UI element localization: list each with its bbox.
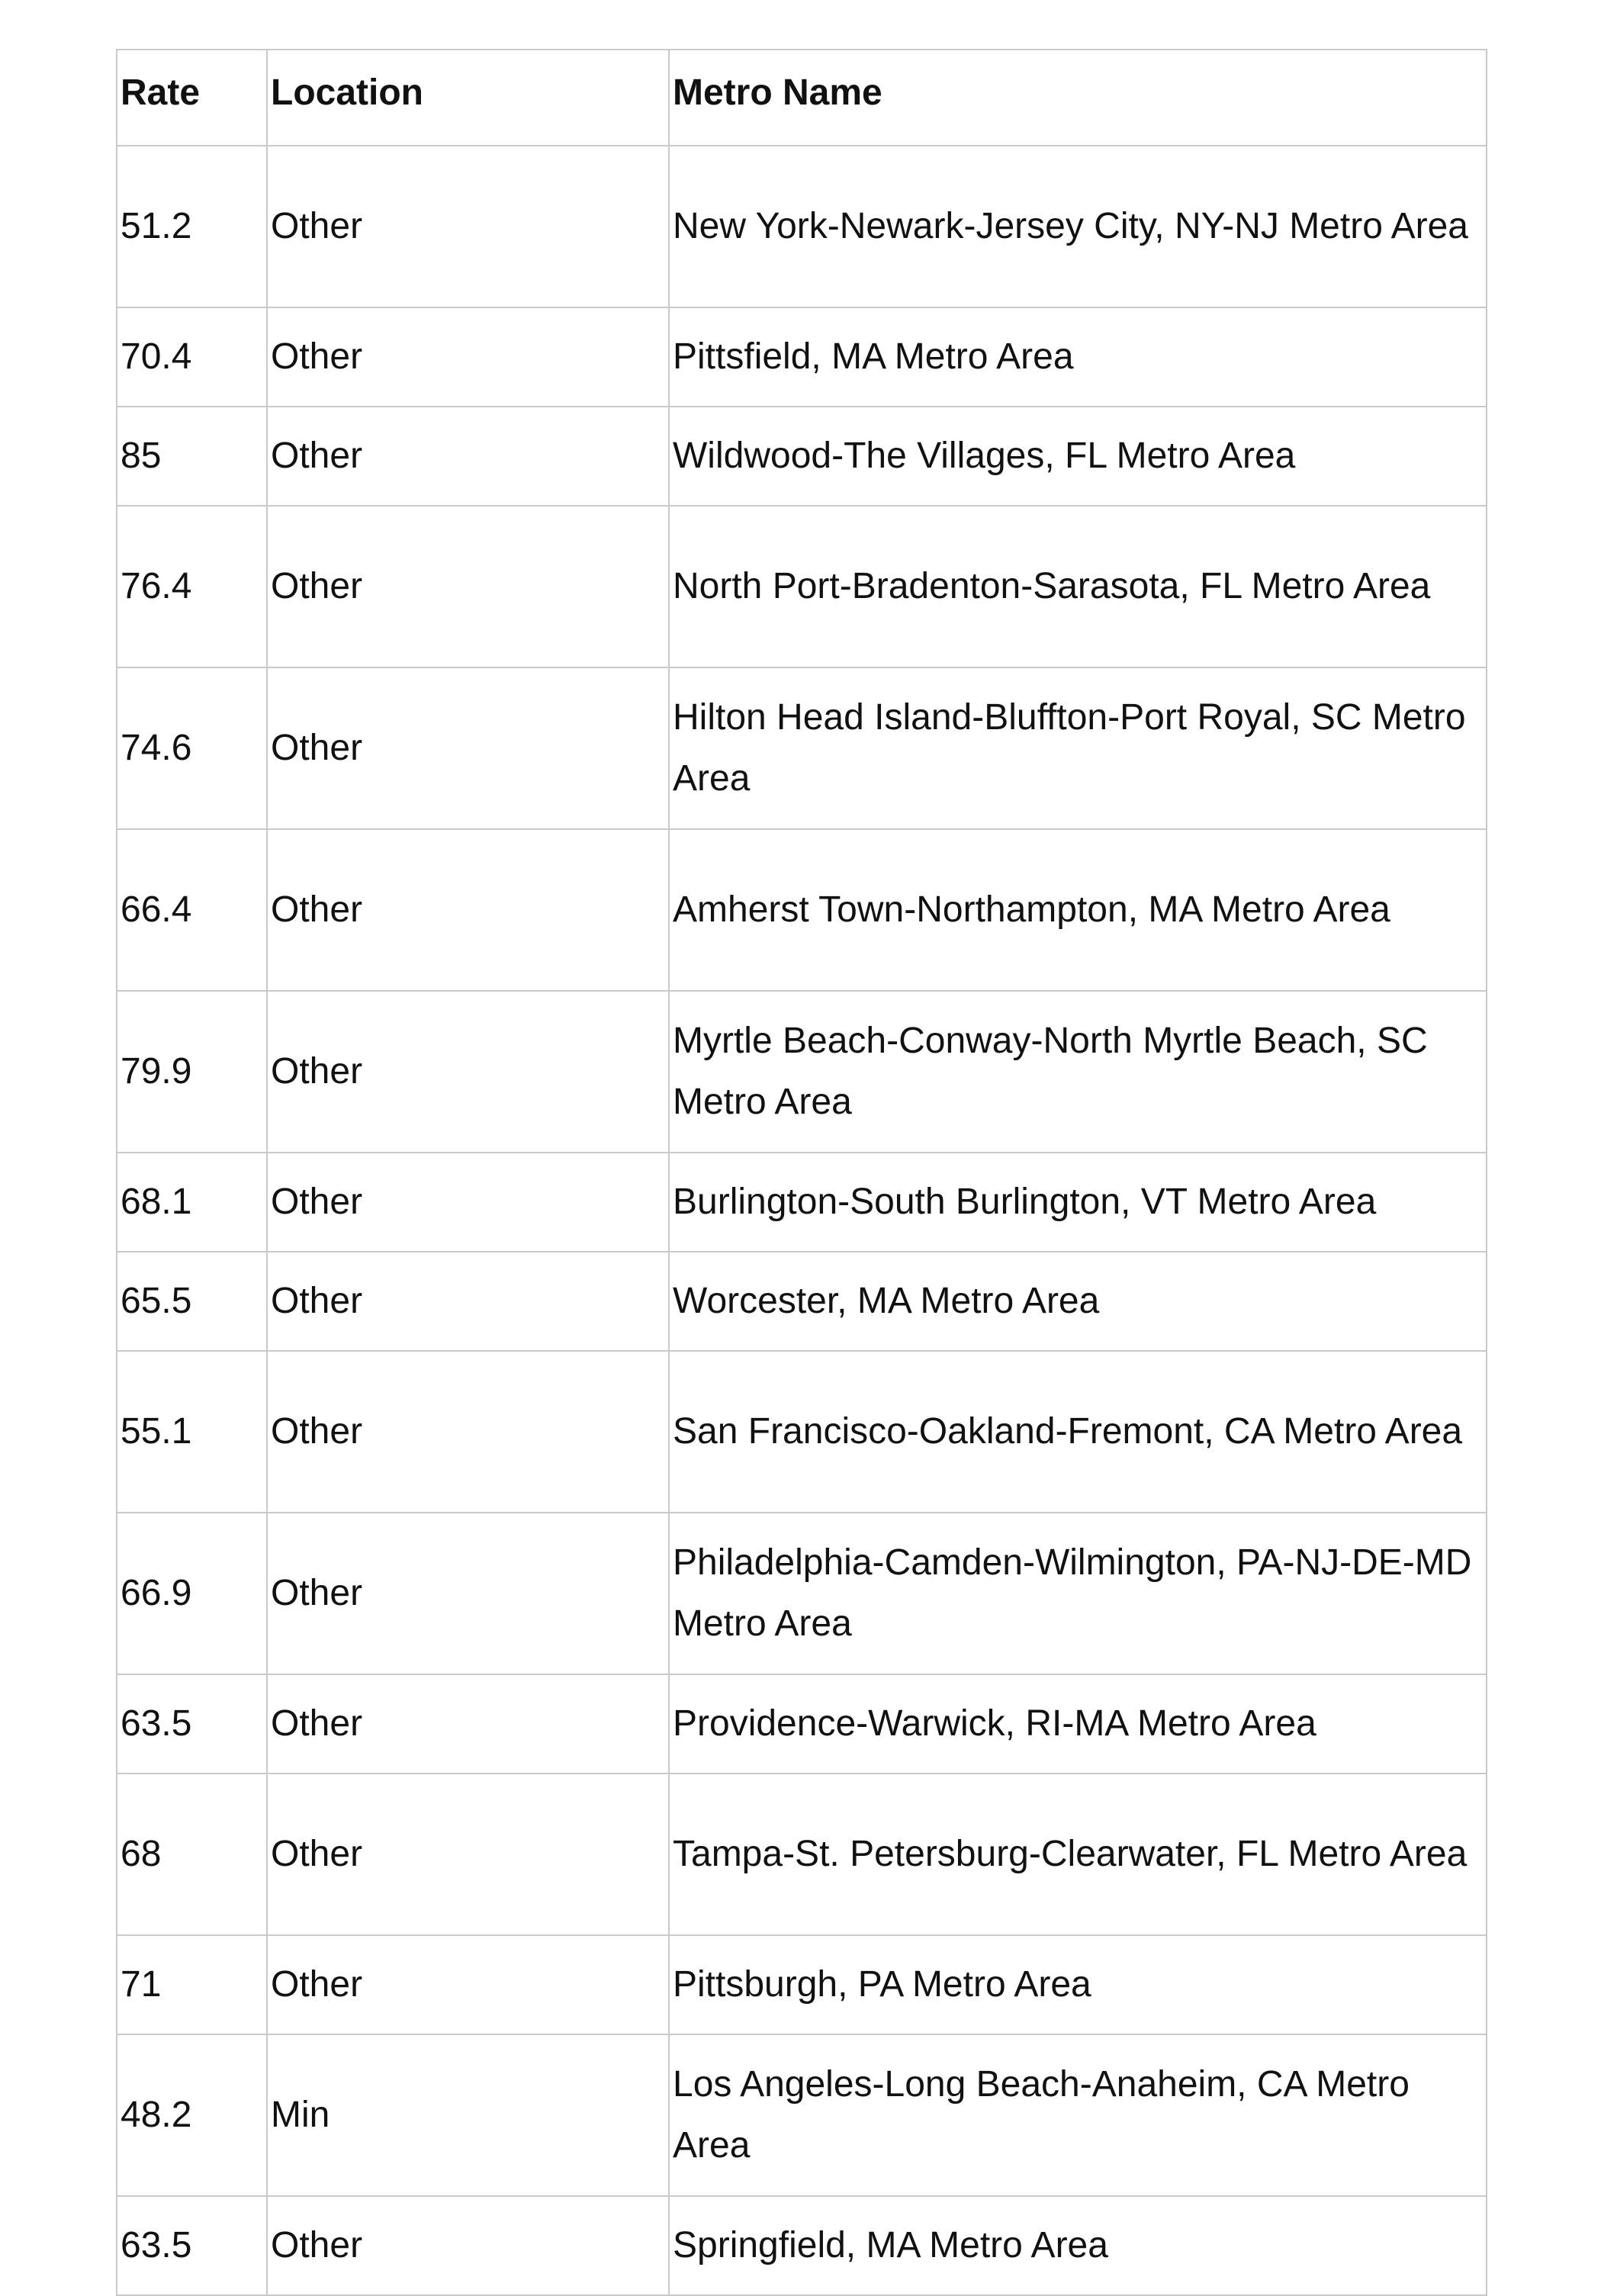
table-row	[117, 829, 1487, 991]
table-row	[117, 407, 1487, 506]
metro-name-cell: Los Angeles-Long Beach-Anaheim, CA Metro Area	[669, 2034, 1487, 2196]
rate-cell: 70.4	[117, 307, 267, 407]
metro-name-cell: Burlington-South Burlington, VT Metro Area	[669, 1153, 1487, 1252]
location-cell: Other	[267, 1351, 669, 1513]
metro-name-cell: North Port-Bradenton-Sarasota, FL Metro Area	[669, 506, 1487, 667]
rate-cell: 51.2	[117, 146, 267, 307]
location-cell: Other	[267, 991, 669, 1153]
header-metro-name: Metro Name	[669, 50, 1487, 146]
rate-cell: 68.1	[117, 1153, 267, 1252]
location-cell: Other	[267, 146, 669, 307]
location-cell: Other	[267, 829, 669, 991]
header-row	[117, 50, 1487, 146]
location-cell: Other	[267, 407, 669, 506]
location-cell: Other	[267, 1252, 669, 1351]
rate-cell: 55.1	[117, 1351, 267, 1513]
rate-cell: 63.5	[117, 1674, 267, 1773]
metro-name-cell: Wildwood-The Villages, FL Metro Area	[669, 407, 1487, 506]
table-row	[117, 146, 1487, 307]
table-row	[117, 2196, 1487, 2295]
metro-name-cell: Amherst Town-Northampton, MA Metro Area	[669, 829, 1487, 991]
location-cell: Other	[267, 2196, 669, 2295]
rate-cell: 68	[117, 1773, 267, 1935]
table-row	[117, 1935, 1487, 2034]
table-row	[117, 1513, 1487, 1674]
rate-cell: 76.4	[117, 506, 267, 667]
table-row	[117, 1351, 1487, 1513]
location-cell: Other	[267, 1513, 669, 1674]
table-row	[117, 307, 1487, 407]
document-page	[116, 49, 1487, 2296]
metro-name-cell: Tampa-St. Petersburg-Clearwater, FL Metro Area	[669, 1773, 1487, 1935]
location-cell: Other	[267, 307, 669, 407]
table-row	[117, 991, 1487, 1153]
metro-name-cell: Springfield, MA Metro Area	[669, 2196, 1487, 2295]
location-cell: Other	[267, 506, 669, 667]
metro-name-cell: Pittsburgh, PA Metro Area	[669, 1935, 1487, 2034]
location-cell: Other	[267, 667, 669, 829]
table-row	[117, 1773, 1487, 1935]
rate-cell: 66.4	[117, 829, 267, 991]
metro-name-cell: Myrtle Beach-Conway-North Myrtle Beach, SC Metro Area	[669, 991, 1487, 1153]
metro-name-cell: Hilton Head Island-Bluffton-Port Royal, SC Metro Area	[669, 667, 1487, 829]
location-cell: Other	[267, 1153, 669, 1252]
metro-name-cell: New York-Newark-Jersey City, NY-NJ Metro Area	[669, 146, 1487, 307]
metro-name-cell: San Francisco-Oakland-Fremont, CA Metro Area	[669, 1351, 1487, 1513]
rate-cell: 65.5	[117, 1252, 267, 1351]
table-row	[117, 1153, 1487, 1252]
rate-cell: 79.9	[117, 991, 267, 1153]
rate-cell: 71	[117, 1935, 267, 2034]
rate-cell: 48.2	[117, 2034, 267, 2196]
rate-cell: 63.5	[117, 2196, 267, 2295]
metro-name-cell: Worcester, MA Metro Area	[669, 1252, 1487, 1351]
location-cell: Other	[267, 1935, 669, 2034]
table-row	[117, 506, 1487, 667]
table-row	[117, 667, 1487, 829]
table-row	[117, 1252, 1487, 1351]
header-location: Location	[267, 50, 669, 146]
metro-rate-table	[116, 49, 1487, 2296]
rate-cell: 74.6	[117, 667, 267, 829]
metro-name-cell: Pittsfield, MA Metro Area	[669, 307, 1487, 407]
table-row	[117, 1674, 1487, 1773]
header-rate: Rate	[117, 50, 267, 146]
metro-name-cell: Philadelphia-Camden-Wilmington, PA-NJ-DE-MD Metro Area	[669, 1513, 1487, 1674]
rate-cell: 66.9	[117, 1513, 267, 1674]
table-body	[117, 146, 1487, 2295]
metro-name-cell: Providence-Warwick, RI-MA Metro Area	[669, 1674, 1487, 1773]
location-cell: Other	[267, 1773, 669, 1935]
table-row	[117, 2034, 1487, 2196]
location-cell: Other	[267, 1674, 669, 1773]
rate-cell: 85	[117, 407, 267, 506]
location-cell: Min	[267, 2034, 669, 2196]
table-header	[117, 50, 1487, 146]
